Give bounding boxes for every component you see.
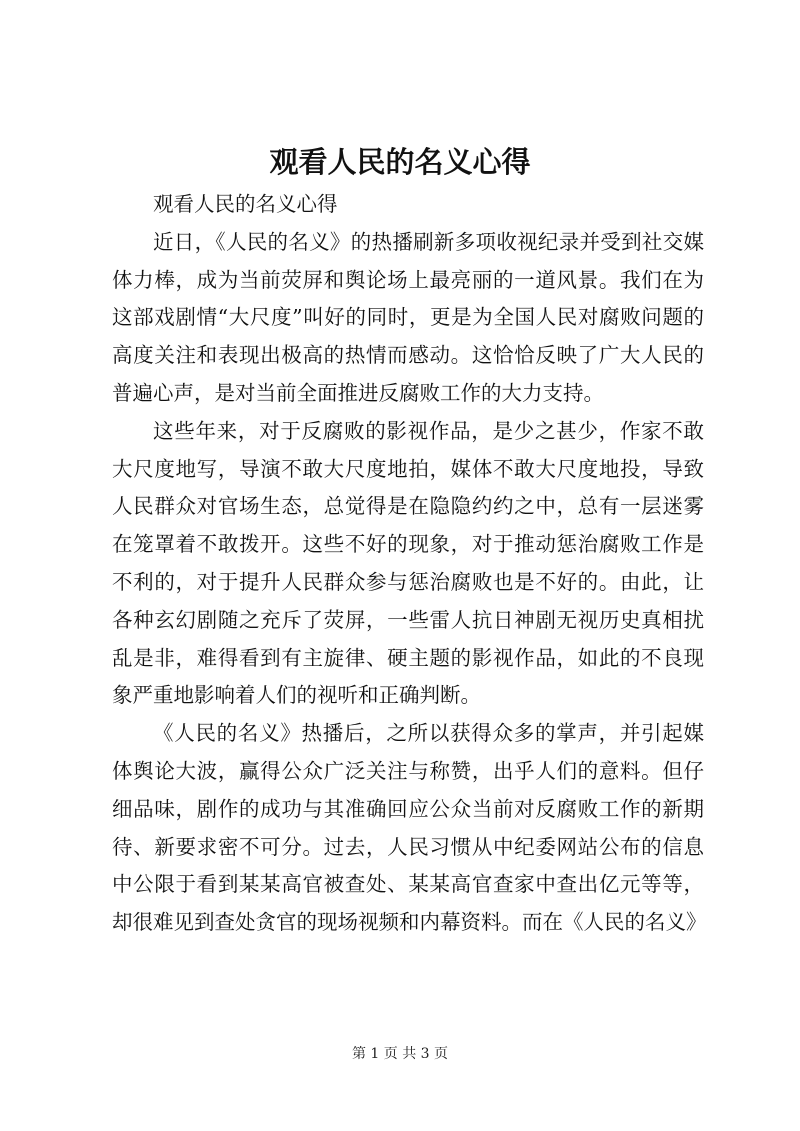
- page-footer: 第 1 页 共 3 页: [351, 1046, 449, 1062]
- document-body: [112, 186, 707, 942]
- paragraph-1: 近日，《人民的名义》的热播刷新多项收视纪录并受到社交媒体力棒，成为当前荧屏和舆论场上最亮丽的一道风景。我们在为这部戏剧情“大尺度”叫好的同时，更是为全国人民对腐败问题的高度关注和表现出极高的热情而感动。这恰恰反映了广大人民的普遍心声，是对当前全面推进反腐败工作的大力支持。: [112, 229, 704, 405]
- document-title: 观看人民的名义心得: [269, 145, 531, 179]
- paragraph-subtitle: 观看人民的名义心得: [153, 192, 338, 216]
- paragraph-3: 《人民的名义》热播后，之所以获得众多的掌声，并引起媒体舆论大波，赢得公众广泛关注与称赞，出乎人们的意料。但仔细品味，剧作的成功与其准确回应公众当前对反腐败工作的新期待、新要求密不可分。过去，人民习惯从中纪委网站公布的信息中公限于看到某某高官被查处、某某高官查家中查出亿元等等，却很难见到查处贪官的现场视频和内幕资料。而在《人民的名义》: [112, 721, 707, 935]
- paragraph-2: 这些年来，对于反腐败的影视作品，是少之甚少，作家不敢大尺度地写，导演不敢大尺度地拍，媒体不敢大尺度地投，导致人民群众对官场生态，总觉得是在隐隐约约之中，总有一层迷雾在笼罩着不敢拨开。这些不好的现象，对于推动惩治腐败工作是不利的，对于提升人民群众参与惩治腐败也是不好的。由此，让各种玄幻剧随之充斥了荧屏，一些雷人抗日神剧无视历史真相扰乱是非，难得看到有主旋律、硬主题的影视作品，如此的不良现象严重地影响着人们的视听和正确判断。: [112, 418, 704, 708]
